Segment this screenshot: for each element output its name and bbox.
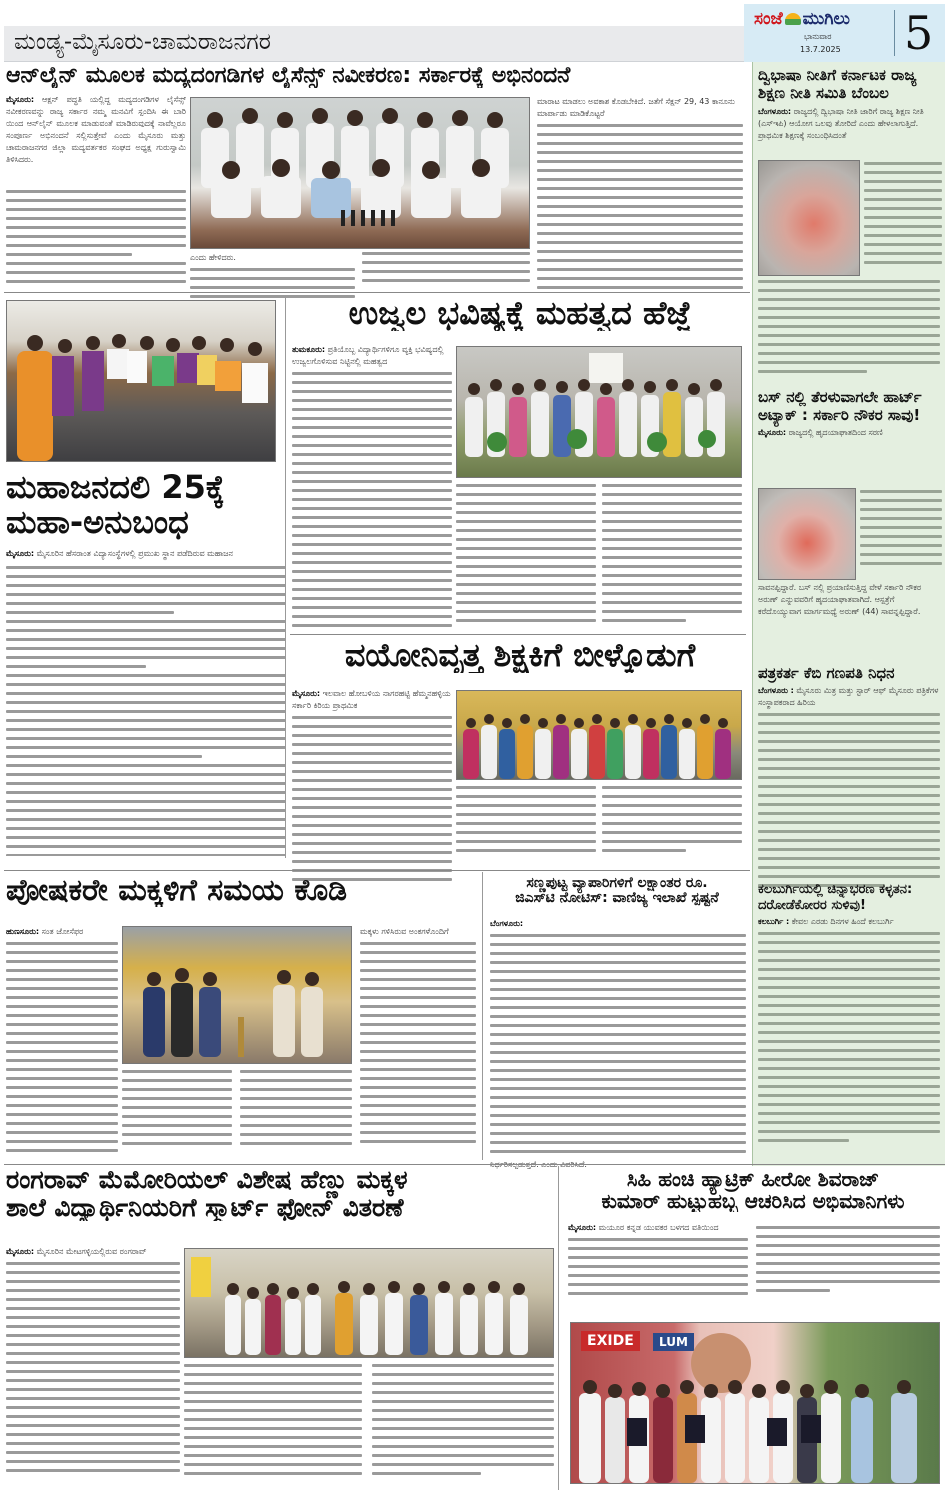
liquor-headline: ಆನ್‌ಲೈನ್ ಮೂಲಕ ಮದ್ಯದಂಗಡಿಗಳ ಲೈಸೆನ್ಸ್ ನವೀಕರಣ: ಸರ್ಕಾರಕ್ಕೆ ಅಭಿನಂದನೆ	[6, 64, 571, 88]
divider	[290, 634, 746, 635]
mahajana-body	[6, 548, 286, 560]
mahajana-body-rest	[6, 566, 286, 856]
liquor-press-meet-photo	[190, 97, 530, 249]
bright-future-body-col4	[602, 484, 742, 628]
mahajana-lead: ಮೈಸೂರಿನ ಹೆಸರಾಂತ ವಿದ್ಯಾಸಂಸ್ಥೆಗಳಲ್ಲಿ ಪ್ರಮುಖ ಸ್ಥಾನ ಪಡೆದಿರುವ ಮಹಾಜನ	[36, 549, 233, 558]
smartphone-body-col1	[6, 1246, 180, 1478]
retired-teacher-body-col1	[292, 688, 452, 887]
liquor-lead: ಆಕ್ಷನ್ ಪದ್ಧತಿ ಯಲ್ಲಿದ್ದ ಮದ್ಯದಂಗಡಿಗಳ ಲೈಸೆನ್ಸ್ ನವೀಕರಣವನ್ನು ರಾಜ್ಯ ಸರ್ಕಾರ ನಮ್ಮ ಮನವಿಗೆ ಸ್ಪಂದಿಸಿ ಈ ಬಾರಿ ಯಿಂದ ಆನ್‌ಲೈನ್ ಮೂಲಕ ಮಾಡುವಂತೆ ಮಾಡಿರುವುದಕ್ಕೆ ನಾವೆಲ್ಲರೂ ಸಂಪೂರ್ಣ ಅಭಿನಂದನೆ ಸಲ್ಲಿಸುತ್ತೇವೆ ಎಂದು ಮೈಸೂರು ಮತ್ತು ಚಾಮರಾಜನಗರ ಜಿಲ್ಲಾ ಮದ್ಯವರ್ತಕರ ಸಂಘದ ಅಧ್ಯಕ್ಷ ಗುರುಸ್ವಾಮಿ ತಿಳಿಸಿದರು.	[6, 95, 186, 164]
bright-future-headline: ಉಜ್ವಲ ಭವಿಷ್ಯಕ್ಕೆ ಮಹತ್ವದ ಹೆಜ್ಜೆ	[348, 296, 692, 332]
people-with-posters-illustration	[7, 301, 276, 462]
shivarajkumar-body-col1	[568, 1222, 748, 1301]
page-number: 5	[904, 6, 934, 60]
liquor-body-col4	[362, 252, 530, 288]
bright-future-dateline: ತುಮಕೂರು:	[292, 345, 326, 354]
parents-time-body-col2	[122, 1070, 232, 1158]
issue-day: ಭಾನುವಾರ	[804, 32, 832, 41]
mahajana-event-photo	[6, 300, 276, 462]
sidebar-item-bilingual-policy: ದ್ವಿಭಾಷಾ ನೀತಿಗೆ ಕರ್ನಾಟಕ ರಾಜ್ಯ ಶಿಕ್ಷಣ ನೀತಿ ಸಮಿತಿ ಬೆಂಬಲ ಬೆಂಗಳೂರು: ರಾಜ್ಯದಲ್ಲಿ ದ್ವಿಭಾಷಾ ನೀತಿ ಜಾರಿಗೆ ರಾಜ್ಯ ಶಿಕ್ಷಣ ನೀತಿ (ಎಸ್‌ಇಪಿ) ಆಯೋಗ ಒಲವು ತೋರಿದೆ ಎಂದು ಹೇಳಲಾಗುತ್ತಿದೆ. ಪ್ರಾಥಮಿಕ ಶಿಕ್ಷಣಕ್ಕೆ ಸಂಬಂಧಿಸಿದಂತೆ	[758, 66, 940, 142]
retired-teacher-group-photo	[456, 690, 742, 780]
sidebar-headline: ಬಸ್ ನಲ್ಲಿ ತೆರಳುವಾಗಲೇ ಹಾರ್ಟ್ ಅಟ್ಯಾಕ್ : ಸರ್ಕಾರಿ ನೌಕರ ಸಾವು!	[758, 388, 922, 424]
bright-future-body-col1	[292, 344, 452, 633]
liquor-body-col1-rest	[6, 190, 186, 286]
smartphone-dateline: ಮೈಸೂರು:	[6, 1247, 35, 1256]
masthead	[744, 4, 945, 62]
photo-shop-sign: EXIDE	[581, 1331, 640, 1351]
sidebar-item-bilingual-body	[864, 162, 942, 274]
shivarajkumar-body-col2	[756, 1226, 940, 1306]
parents-time-snippet: ಮಕ್ಕಳು ಗಳಿಸಿರುವ ಅಂಕಗಳೊಂದಿಗೆ	[360, 927, 449, 936]
divider	[482, 872, 483, 1160]
divider	[4, 870, 750, 871]
smartphone-headline: ರಂಗರಾವ್ ಮೆಮೋರಿಯಲ್ ವಿಶೇಷ ಹೆಣ್ಣು ಮಕ್ಕಳ ಶಾಲೆ ವಿದ್ಯಾರ್ಥಿನಿಯರಿಗೆ ಸ್ಮಾರ್ಟ್ ಫೋನ್ ವಿತರಣೆ	[6, 1166, 408, 1221]
gst-notice-dateline: ಬೆಂಗಳೂರು:	[490, 919, 524, 928]
sidebar-item-bilingual-body-rest	[758, 280, 940, 384]
divider	[558, 1166, 559, 1490]
fans-with-portraits-illustration	[571, 1323, 940, 1484]
sidebar-item-heart-attack-more: ಸಾವನಪ್ಪಿದ್ದಾರೆ. ಬಸ್ ನಲ್ಲಿ ಪ್ರಯಾಣಿಸುತ್ತಿದ್ದ ವೇಳೆ ಸರ್ಕಾರಿ ನೌಕರ ಅರುಣ್ ಎನ್ನುವವರಿಗೆ ಹೃದಯಾಘಾತವಾಗಿದೆ. ಆಸ್ಪತ್ರೆಗೆ ಕರೆದೊಯ್ಯುವಾಗ ಮಾರ್ಗಮಧ್ಯೆ ಅರುಣ್ (44) ಸಾವನ್ನಪ್ಪಿದ್ದಾರೆ.	[758, 583, 922, 616]
retired-teacher-dateline: ಮೈಸೂರು:	[292, 689, 321, 698]
mahajana-dateline: ಮೈಸೂರು:	[6, 549, 35, 558]
heart-attack-photo	[758, 160, 860, 276]
gst-notice-body	[490, 918, 746, 1171]
retired-teacher-headline: ವಯೋನಿವೃತ್ತ ಶಿಕ್ಷಕಿಗೆ ಬೀಳ್ಕೊಡುಗೆ	[344, 638, 696, 674]
shivarajkumar-lead: ಮಯೂರ ಕನ್ನಡ ಯುವಕರ ಬಳಗದ ವತಿಯಿಂದ	[598, 1223, 719, 1232]
smartphone-distribution-photo	[184, 1248, 554, 1358]
masthead-divider	[894, 10, 895, 56]
section-title: ಮಂಡ್ಯ-ಮೈಸೂರು-ಚಾಮರಾಜನಗರ	[14, 29, 271, 55]
teachers-group-illustration	[457, 691, 742, 780]
parents-time-event-photo	[122, 926, 352, 1064]
shivarajkumar-dateline: ಮೈಸೂರು:	[568, 1223, 597, 1232]
liquor-snippet-col5: ಮಾರಾಟ ಮಾಡಲು ಅವಕಾಶ ಕೊಡಬೇಕಿದೆ. ಜತೆಗೆ ಸೆಕ್ಷನ್ 29, 43 ಕಾನೂನು ಮಾರ್ಪಾಡು ಮಾಡಿಕೊಟ್ಟರೆ	[537, 97, 735, 118]
sidebar-item-heart-attack: ಬಸ್ ನಲ್ಲಿ ತೆರಳುವಾಗಲೇ ಹಾರ್ಟ್ ಅಟ್ಯಾಕ್ : ಸರ್ಕಾರಿ ನೌಕರ ಸಾವು! ಮೈಸೂರು: ರಾಜ್ಯದಲ್ಲಿ ಹೃದಯಾಘಾತದಿಂದ ಸರಣಿ	[758, 388, 940, 439]
sidebar-headline: ಪತ್ರಕರ್ತ ಕೆಬಿ ಗಣಪತಿ ನಿಧನ	[758, 664, 895, 682]
fans-celebration-photo	[570, 1322, 940, 1484]
sun-palm-icon	[785, 13, 801, 25]
liquor-body-col5	[537, 96, 743, 295]
divider	[4, 1164, 945, 1165]
newspaper-logo: ಸಂಜೆ ಮುಗಿಲು	[754, 9, 850, 29]
parents-time-body-col3	[240, 1070, 352, 1158]
gst-notice-headline: ಸಣ್ಣಪುಟ್ಟ ವ್ಯಾಪಾರಿಗಳಿಗೆ ಲಕ್ಷಾಂತರ ರೂ. ಜಿಎಸ್‌ಟಿ ನೋಟಿಸ್: ವಾಣಿಜ್ಯ ಇಲಾಖೆ ಸ್ಪಷ್ಟನೆ	[515, 875, 719, 907]
chest-pain-photo	[758, 488, 856, 580]
sidebar-headline: ದ್ವಿಭಾಷಾ ನೀತಿಗೆ ಕರ್ನಾಟಕ ರಾಜ್ಯ ಶಿಕ್ಷಣ ನೀತಿ ಸಮಿತಿ ಬೆಂಬಲ	[758, 66, 917, 102]
smartphone-lead: ಮೈಸೂರಿನ ಮೇಟಗಳ್ಳಿಯಲ್ಲಿರುವ ರಂಗರಾವ್	[36, 1247, 147, 1256]
students-with-plants-illustration	[457, 347, 742, 478]
parents-time-body-col1	[6, 926, 118, 1158]
parents-time-dateline: ಹುಣಸೂರು:	[6, 927, 40, 936]
sidebar-item-gold-theft: ಕಲಬುರ್ಗಿಯಲ್ಲಿ ಚಿನ್ನಾಭರಣ ಕಳ್ಳತನ: ದರೋಡೆಕೋರರ ಸುಳಿವು! ಕಲಬುರ್ಗಿ : ಕೇವಲ ಎರಡು ದಿನಗಳ ಹಿಂದೆ ಕಲಬುರ್ಗಿ	[758, 882, 940, 1148]
smartphone-body-col3	[372, 1364, 554, 1486]
divider	[4, 292, 750, 293]
students-receiving-phones-illustration	[185, 1249, 554, 1358]
liquor-snippet-col3: ಎಂದು ಹೇಳಿದರು.	[190, 253, 236, 262]
smartphone-body-col2	[184, 1364, 362, 1486]
people-group-illustration	[191, 98, 530, 249]
parents-time-lead: ಸಂತ ಜೋಸೆಫರ	[41, 927, 84, 936]
retired-teacher-lead: ಇಲವಾಲ ಹೋಬಳಿಯ ನಾಗರಹಟ್ಟಿ ಹೆಮ್ಮನಹಳ್ಳಿಯ ಸರ್ಕಾರಿ ಕಿರಿಯ ಪ್ರಾಥಮಿಕ	[292, 689, 451, 710]
divider	[285, 296, 286, 858]
parents-time-headline: ಪೋಷಕರೇ ಮಕ್ಕಳಿಗೆ ಸಮಯ ಕೊಡಿ	[6, 874, 348, 907]
shivarajkumar-headline: ಸಿಹಿ ಹಂಚಿ ಹ್ಯಾಟ್ರಿಕ್ ಹೀರೋ ಶಿವರಾಜ್ ಕುಮಾರ್ ಹುಟ್ಟುಹಬ್ಬ ಆಚರಿಸಿದ ಅಭಿಮಾನಿಗಳು	[601, 1168, 905, 1212]
sidebar-headline: ಕಲಬುರ್ಗಿಯಲ್ಲಿ ಚಿನ್ನಾಭರಣ ಕಳ್ಳತನ: ದರೋಡೆಕೋರರ ಸುಳಿವು!	[758, 882, 913, 913]
liquor-dateline: ಮೈಸೂರು:	[6, 95, 35, 104]
bright-future-body-col3	[456, 484, 596, 628]
photo-shop-sign: LUM	[653, 1333, 694, 1351]
mahajana-headline: ಮಹಾಜನದಲಿ 25ಕ್ಕೆ ಮಹಾ-ಅನುಬಂಧ	[6, 468, 225, 542]
retired-teacher-body-col3	[456, 786, 596, 858]
sidebar-item-heart-attack-body	[860, 490, 942, 578]
parents-time-body-col4	[360, 926, 476, 1149]
issue-date: 13.7.2025	[800, 45, 841, 54]
dignitaries-on-stage-illustration	[123, 927, 352, 1064]
section-banner	[4, 26, 744, 62]
liquor-body-col1	[6, 94, 186, 166]
bright-future-group-photo	[456, 346, 742, 478]
retired-teacher-body-col4	[602, 786, 742, 858]
sidebar-item-journalist-obituary: ಪತ್ರಕರ್ತ ಕೆಬಿ ಗಣಪತಿ ನಿಧನ ಬೆಂಗಳೂರು : ಮೈಸೂರು ಮಿತ್ರ ಮತ್ತು ಸ್ಟಾರ್ ಆಫ್ ಮೈಸೂರು ಪತ್ರಿಕೆಗಳ ಸಂಸ್ಥಾಪಕರಾದ ಹಿರಿಯ	[758, 664, 940, 893]
bright-future-lead: ಪ್ರತಿಯೊಬ್ಬ ವಿದ್ಯಾರ್ಥಿಗಳಿಗೂ ವ್ಯಕ್ತಿ ಭವಿಷ್ಯದಲ್ಲಿ ಉಜ್ವಲಗೊಳಿಸುವ ನಿಟ್ಟಿನಲ್ಲಿ ಮಹತ್ವದ	[292, 345, 444, 366]
